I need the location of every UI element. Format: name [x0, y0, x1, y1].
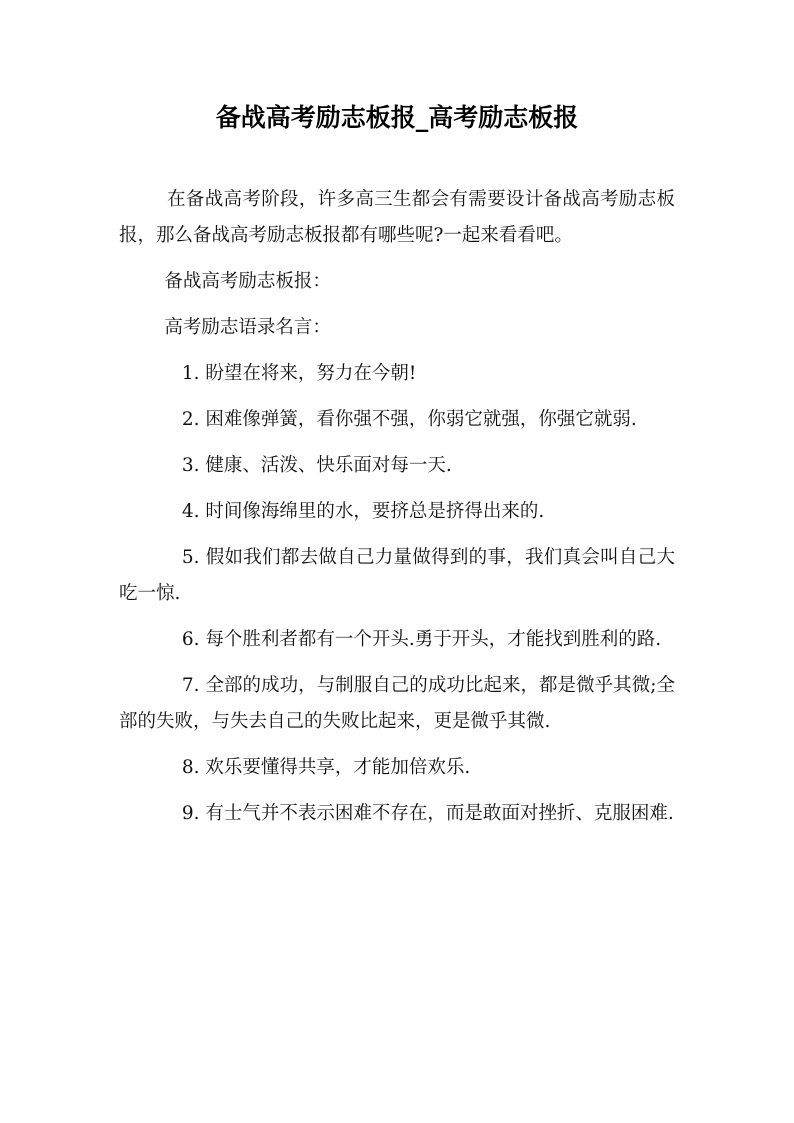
document-body: [119, 182, 675, 842]
intro-paragraph: 在备战高考阶段，许多高三生都会有需要设计备战高考励志板报，那么备战高考励志板报都有哪些呢?一起来看看吧。: [119, 189, 675, 246]
quote-item-9: 9. 有士气并不表示困难不存在，而是敢面对挫折、克服困难.: [181, 803, 674, 824]
document-title: 备战高考励志板报_高考励志板报: [215, 103, 579, 132]
quote-item-2: 2. 困难像弹簧，看你强不强，你弱它就强，你强它就弱.: [181, 409, 637, 430]
quote-item-4: 4. 时间像海绵里的水，要挤总是挤得出来的.: [181, 501, 545, 522]
quote-item-7: 7. 全部的成功，与制服自己的成功比起来，都是微乎其微;全部的失败，与失去自己的失败比起来，更是微乎其微.: [119, 675, 675, 732]
section-heading: 备战高考励志板报：: [164, 271, 331, 292]
quote-item-1: 1. 盼望在将来，努力在今朝!: [181, 363, 417, 384]
quote-item-5: 5. 假如我们都去做自己力量做得到的事，我们真会叫自己大吃一惊.: [119, 547, 675, 604]
quote-item-6: 6. 每个胜利者都有一个开头.勇于开头，才能找到胜利的路.: [181, 629, 662, 650]
subsection-heading: 高考励志语录名言：: [164, 317, 331, 338]
quote-item-8: 8. 欢乐要懂得共享，才能加倍欢乐.: [181, 757, 471, 778]
quote-item-3: 3. 健康、活泼、快乐面对每一天.: [181, 455, 452, 476]
